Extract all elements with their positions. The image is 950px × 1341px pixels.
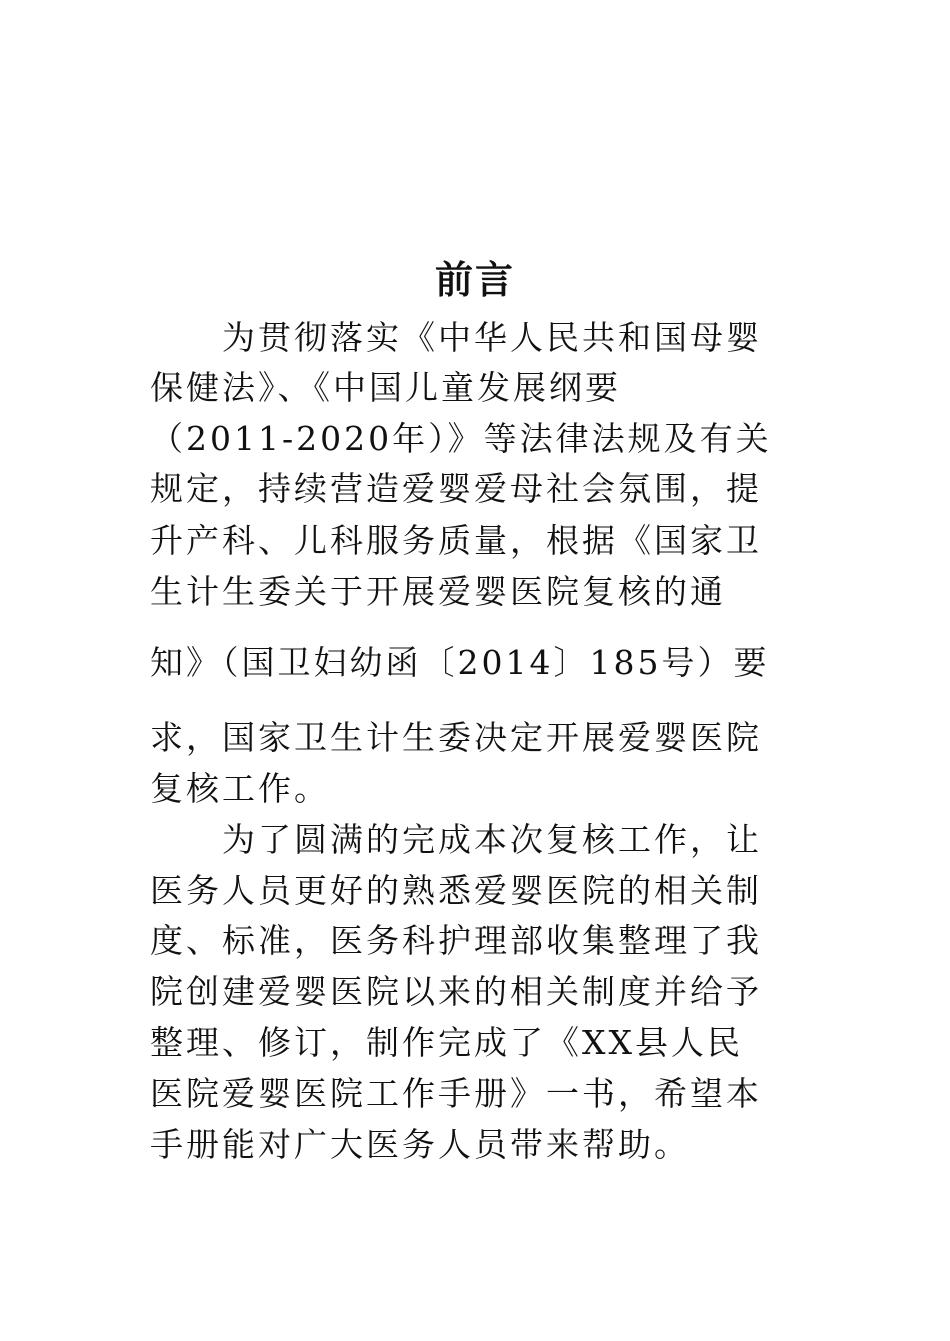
paragraph-2-line-2: 医务人员更好的熟悉爱婴医院的相关制 — [150, 871, 762, 910]
paragraph-1-line-5: 升产科、儿科服务质量，根据《国家卫 — [150, 521, 762, 560]
paragraph-2-line-3: 度、标准，医务科护理部收集整理了我 — [150, 921, 762, 960]
paragraph-2-line-6: 医院爱婴医院工作手册》一书，希望本 — [150, 1074, 762, 1113]
paragraph-1-line-1: 为贯彻落实《中华人民共和国母婴 — [222, 318, 762, 357]
paragraph-2-line-7: 手册能对广大医务人员带来帮助。 — [150, 1125, 690, 1164]
paragraph-2-line-4: 院创建爱婴医院以来的相关制度并给予 — [150, 972, 762, 1011]
paragraph-1-line-2: 保健法》、《中国儿童发展纲要 — [150, 368, 621, 407]
paragraph-1-line-4: 规定，持续营造爱婴爱母社会氛围，提 — [150, 469, 762, 508]
page-title: 前言 — [434, 257, 515, 302]
paragraph-1-line-7: 知》（国卫妇幼函〔2014〕185号）要 — [150, 643, 770, 682]
paragraph-1-line-6: 生计生委关于开展爱婴医院复核的通 — [150, 572, 726, 611]
paragraph-1-line-3: （2011-2020年）》等法律法规及有关 — [150, 419, 772, 458]
paragraph-2-line-5: 整理、修订，制作完成了《XX县人民 — [150, 1023, 743, 1062]
paragraph-1-line-8: 求，国家卫生计生委决定开展爱婴医院 — [150, 718, 762, 757]
paragraph-1-line-9: 复核工作。 — [150, 769, 330, 808]
paragraph-2-line-1: 为了圆满的完成本次复核工作，让 — [222, 820, 762, 859]
